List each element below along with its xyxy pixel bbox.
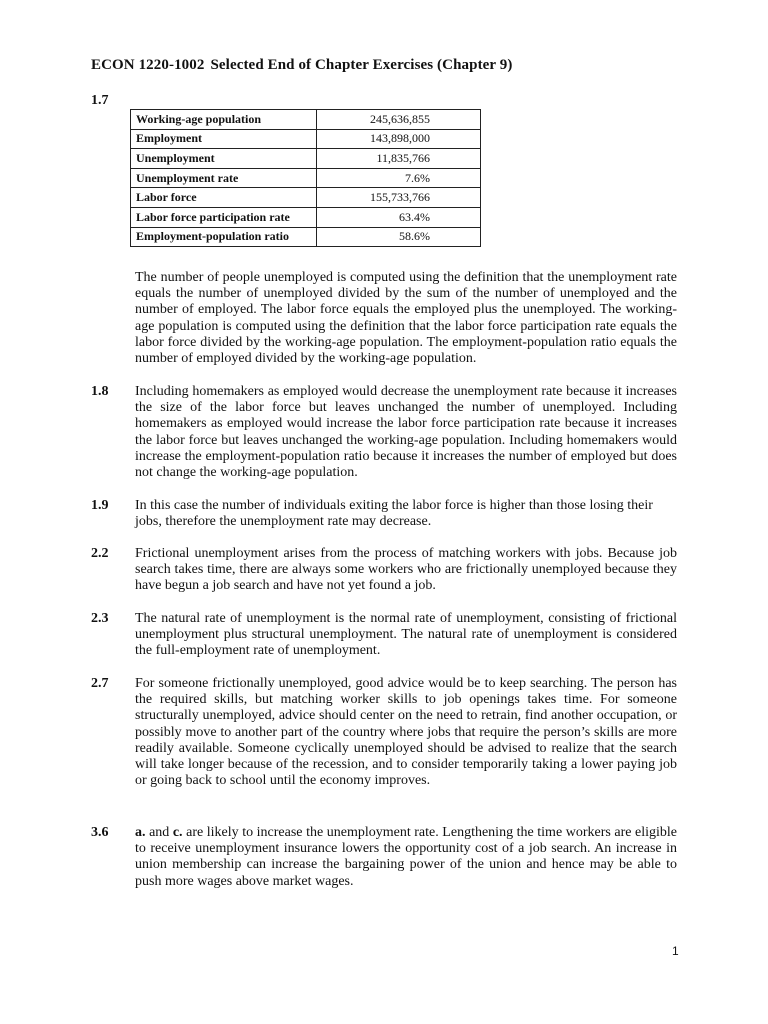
question-number-2-2: 2.2 xyxy=(91,546,109,561)
answer-1-7-text: The number of people unemployed is computed using the definition that the unemployment rate equals the number of unemployed divided by the sum of the number of unemployed and the number of employed. The labor force equals the employed plus the unemployed. The working-age population is computed using the definition that the labor force participation rate equals the labor force divided by the working-age population. The employment-population ratio equals the number of employed divided by the working-age population. xyxy=(135,270,677,367)
and-word: and xyxy=(149,825,170,840)
table-label: Unemployment xyxy=(131,149,317,169)
table-row xyxy=(131,149,481,169)
answer-2-7-text: For someone frictionally unemployed, good advice would be to keep searching. The person has the required skills, but matching worker skills to job openings takes time. For someone structurally unemployed, advice should center on the need to retrain, find another occupation, or possibly move to another part of the country where jobs that require the person’s skills are more readily available. Someone cyclically unemployed should be advised to realize that the search will take longer because of the recession, and to consider temporarily taking a lower paying job or going back to school until the economy improves. xyxy=(135,676,677,789)
page-title xyxy=(91,57,512,74)
answer-2-2-text: Frictional unemployment arises from the process of matching workers with jobs. Because job search takes time, there are always some workers who are frictionally unemployed because they have begun a job search and have not yet found a job. xyxy=(135,546,677,594)
labor-statistics-table xyxy=(130,109,481,247)
title-rest: Selected End of Chapter Exercises (Chapter 9) xyxy=(210,57,513,73)
answer-3-6-text xyxy=(135,825,677,890)
option-c: c. xyxy=(172,825,183,840)
table-label: Unemployment rate xyxy=(131,168,317,188)
answer-2-3-text: The natural rate of unemployment is the normal rate of unemployment, consisting of frictional unemployment plus structural unemployment. The natural rate of unemployment is considered the full-employment rate of unemployment. xyxy=(135,611,677,659)
question-number-1-9: 1.9 xyxy=(91,498,109,513)
answer-1-8-text: Including homemakers as employed would decrease the unemployment rate because it increases the size of the labor force but leaves unchanged the number of unemployed. Including homemakers as employed would increase the labor force participation rate because it increases the labor force but leaves unchanged the working-age population. Including homemakers would increase the employment-population ratio because it increases the number of employed but does not change the working-age population. xyxy=(135,384,677,481)
table-label: Labor force xyxy=(131,188,317,208)
question-number-3-6: 3.6 xyxy=(91,825,109,840)
table-row xyxy=(131,168,481,188)
table-value: 245,636,855 xyxy=(317,110,481,130)
table-label: Working-age population xyxy=(131,110,317,130)
answer-1-9-text: In this case the number of individuals exiting the labor force is higher than those losing their jobs, therefore the unemployment rate may decrease. xyxy=(135,498,653,530)
question-number-1-8: 1.8 xyxy=(91,384,109,399)
question-number-1-7: 1.7 xyxy=(91,93,109,108)
answer-3-6-body: are likely to increase the unemployment rate. Lengthening the time workers are eligible to receive unemployment insurance lowers the opportunity cost of a job search. An increase in union membership can increase the bargaining power of the union and hence may be able to push more wages above market wages. xyxy=(135,825,678,889)
page-number: 1 xyxy=(672,944,679,958)
table-value: 155,733,766 xyxy=(317,188,481,208)
table-label: Employment xyxy=(131,129,317,149)
table-value: 58.6% xyxy=(317,227,481,247)
table-row xyxy=(131,129,481,149)
table-row xyxy=(131,110,481,130)
question-number-2-3: 2.3 xyxy=(91,611,109,626)
question-number-2-7: 2.7 xyxy=(91,676,109,691)
table-value: 63.4% xyxy=(317,207,481,227)
table-value: 11,835,766 xyxy=(317,149,481,169)
table-row xyxy=(131,227,481,247)
title-course: ECON 1220-1002 xyxy=(91,57,205,73)
option-a: a. xyxy=(135,825,146,840)
table-row xyxy=(131,207,481,227)
table-row xyxy=(131,188,481,208)
table-value: 7.6% xyxy=(317,168,481,188)
table-value: 143,898,000 xyxy=(317,129,481,149)
table-label: Employment-population ratio xyxy=(131,227,317,247)
table-label: Labor force participation rate xyxy=(131,207,317,227)
